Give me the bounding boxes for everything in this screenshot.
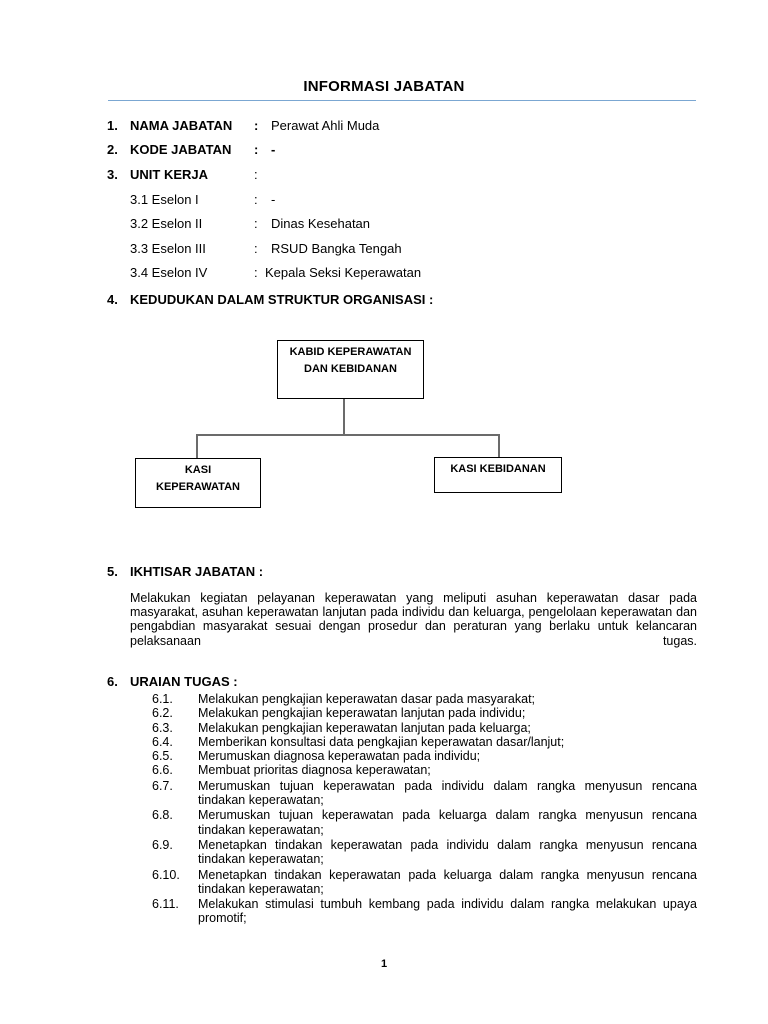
- title-divider: [108, 100, 696, 101]
- org-box-line: KABID KEPERAWATAN: [289, 346, 412, 358]
- colon: :: [254, 142, 259, 157]
- task-text: Memberikan konsultasi data pengkajian keperawatan dasar/lanjut;: [198, 734, 565, 749]
- task-text: Menetapkan tindakan keperawatan pada individu dalam rangka menyusun rencana tindakan keperawatan;: [198, 837, 697, 867]
- task-item: [130, 735, 697, 749]
- task-number: 6.5.: [152, 749, 173, 764]
- task-item: [130, 897, 697, 926]
- task-text: Merumuskan diagnosa keperawatan pada individu;: [198, 749, 481, 764]
- eselon-value: -: [271, 192, 276, 207]
- colon: :: [254, 241, 258, 256]
- task-number: 6.10.: [152, 867, 180, 882]
- task-number: 6.6.: [152, 763, 173, 778]
- section-number: 2.: [107, 142, 118, 157]
- section-label: NAMA JABATAN: [130, 118, 233, 133]
- task-number: 6.7.: [152, 778, 173, 793]
- task-item: [130, 838, 697, 867]
- task-text: Merumuskan tujuan keperawatan pada individu dalam rangka menyusun rencana tindakan keperawatan;: [198, 778, 697, 808]
- org-box-line: KASI: [184, 464, 212, 476]
- section-label: URAIAN TUGAS :: [130, 674, 238, 689]
- task-item: [130, 868, 697, 897]
- task-text: Melakukan pengkajian keperawatan lanjutan pada keluarga;: [198, 720, 531, 735]
- section-number: 1.: [107, 118, 118, 133]
- section-number: 3.: [107, 167, 118, 182]
- task-number: 6.11.: [152, 897, 179, 912]
- section-label: KODE JABATAN: [130, 142, 232, 157]
- task-text: Menetapkan tindakan keperawatan pada keluarga dalam rangka menyusun rencana tindakan keperawatan;: [198, 867, 697, 896]
- task-text: Melakukan pengkajian keperawatan dasar pada masyarakat;: [198, 692, 536, 706]
- section-label: KEDUDUKAN DALAM STRUKTUR ORGANISASI :: [130, 292, 434, 307]
- task-list: [130, 692, 697, 926]
- eselon-label: 3.2 Eselon II: [130, 216, 203, 231]
- task-number: 6.3.: [152, 720, 173, 735]
- field-value: -: [271, 142, 276, 157]
- org-box-kasi-kebidanan: [434, 457, 562, 493]
- task-number: 6.1.: [152, 692, 173, 706]
- eselon-label: 3.3 Eselon III: [130, 241, 206, 256]
- org-connector-vertical: [343, 399, 345, 435]
- ikhtisar-paragraph: Melakukan kegiatan pelayanan keperawatan yang meliputi asuhan keperawatan dasar pada masyarakat, asuhan keperawatan lanjutan pada individu dan keluarga, pengelolaan keperawatan dan pengabdian masyarakat sesuai dengan prosedur dan peraturan yang berlaku untuk kelancaran pelaksanaan tugas.: [130, 591, 697, 648]
- section-number: 5.: [107, 564, 118, 579]
- colon: :: [254, 167, 258, 182]
- org-box-kabid: [277, 340, 424, 399]
- colon: :: [254, 216, 258, 231]
- eselon-value: Dinas Kesehatan: [271, 216, 371, 231]
- task-item: [130, 763, 697, 777]
- page-number: 1: [380, 958, 388, 970]
- task-text: Merumuskan tujuan keperawatan pada keluarga dalam rangka menyusun rencana tindakan keperawatan;: [198, 808, 697, 837]
- task-item: [130, 808, 697, 837]
- org-connector-horizontal: [196, 434, 500, 436]
- org-connector-right: [498, 434, 500, 458]
- org-connector-left: [196, 434, 198, 459]
- task-number: 6.8.: [152, 808, 173, 823]
- org-box-line: DAN KEBIDANAN: [304, 363, 397, 375]
- section-label: IKHTISAR JABATAN :: [130, 564, 264, 579]
- eselon-label: 3.1 Eselon I: [130, 192, 199, 207]
- task-item: [130, 779, 697, 808]
- task-text: Membuat prioritas diagnosa keperawatan;: [198, 763, 431, 778]
- task-text: Melakukan stimulasi tumbuh kembang pada individu dalam rangka melakukan upaya promotif;: [198, 897, 697, 926]
- eselon-value: RSUD Bangka Tengah: [271, 241, 402, 256]
- colon: :: [254, 265, 258, 280]
- task-number: 6.4.: [152, 734, 173, 749]
- section-label: UNIT KERJA: [130, 167, 209, 182]
- field-value: Perawat Ahli Muda: [271, 118, 380, 133]
- task-number: 6.2.: [152, 706, 173, 721]
- section-number: 6.: [107, 674, 118, 689]
- org-box-line: KEPERAWATAN: [156, 481, 240, 493]
- task-number: 6.9.: [152, 837, 173, 852]
- eselon-label: 3.4 Eselon IV: [130, 265, 208, 280]
- org-box-line: KASI KEBIDANAN: [450, 463, 546, 475]
- colon: :: [254, 192, 258, 207]
- page-title: INFORMASI JABATAN: [303, 78, 465, 95]
- task-item: [130, 721, 697, 735]
- org-box-kasi-keperawatan: [135, 458, 261, 508]
- task-item: [130, 692, 697, 706]
- colon: :: [254, 118, 259, 133]
- section-number: 4.: [107, 292, 118, 307]
- task-item: [130, 749, 697, 763]
- eselon-value: Kepala Seksi Keperawatan: [265, 265, 422, 280]
- task-item: [130, 706, 697, 720]
- task-text: Melakukan pengkajian keperawatan lanjutan pada individu;: [198, 706, 526, 721]
